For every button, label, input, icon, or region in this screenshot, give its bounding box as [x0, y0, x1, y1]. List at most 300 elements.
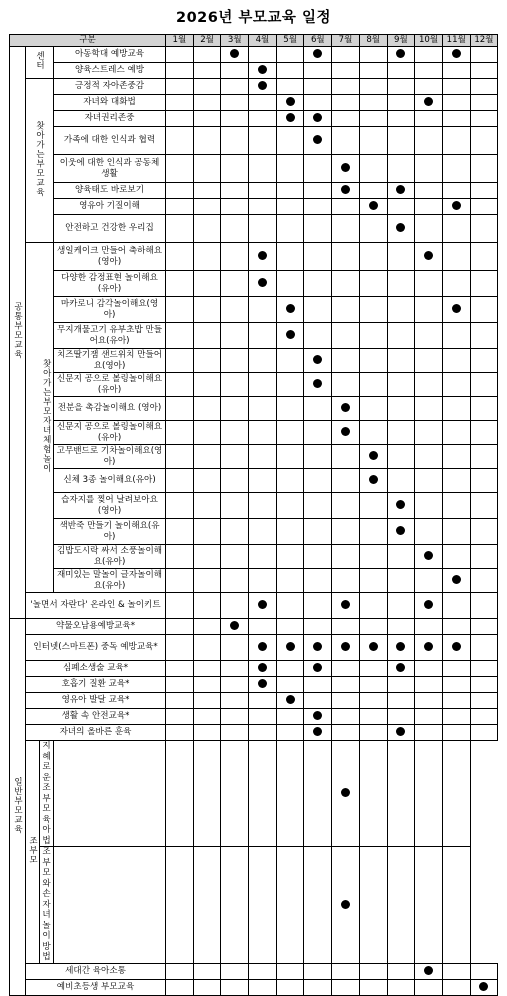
month-cell [415, 323, 443, 349]
month-cell [332, 155, 360, 183]
month-cell [193, 545, 221, 569]
scheduled-dot-icon [258, 663, 267, 672]
month-cell [359, 111, 387, 127]
month-cell [304, 63, 332, 79]
table-row [10, 183, 498, 199]
month-cell [415, 741, 443, 847]
month-cell [442, 741, 470, 847]
month-cell [415, 349, 443, 373]
table-row [10, 979, 498, 995]
program-name: 신체 3종 놀이해요(유아) [54, 469, 166, 493]
scheduled-dot-icon [313, 355, 322, 364]
month-cell [415, 297, 443, 323]
month-cell [442, 199, 470, 215]
month-cell [470, 677, 498, 693]
month-cell [221, 79, 249, 95]
month-cell [193, 593, 221, 619]
month-cell [442, 349, 470, 373]
month-cell [442, 709, 470, 725]
table-row [10, 445, 498, 469]
month-cell [470, 155, 498, 183]
program-name: 호흡기 질환 교육* [26, 677, 166, 693]
month-cell [221, 593, 249, 619]
month-cell [221, 519, 249, 545]
table-row [10, 271, 498, 297]
month-cell [359, 569, 387, 593]
month-cell [193, 183, 221, 199]
month-cell [166, 677, 194, 693]
table-row [10, 847, 498, 964]
month-cell [442, 95, 470, 111]
month-cell [387, 63, 415, 79]
month-cell [387, 677, 415, 693]
month-cell [387, 569, 415, 593]
table-row [10, 199, 498, 215]
month-cell [276, 373, 304, 397]
scheduled-dot-icon [258, 81, 267, 90]
month-cell [387, 95, 415, 111]
month-cell [359, 493, 387, 519]
month-cell [442, 847, 470, 964]
month-cell [166, 493, 194, 519]
month-cell [359, 63, 387, 79]
month-cell [415, 271, 443, 297]
month-cell [415, 677, 443, 693]
month-cell [221, 569, 249, 593]
month-cell [193, 243, 221, 271]
month-cell [221, 397, 249, 421]
month-cell [249, 693, 277, 709]
month-cell [332, 63, 360, 79]
month-cell [166, 243, 194, 271]
program-name: 양육스트레스 예방 [54, 63, 166, 79]
month-cell [332, 545, 360, 569]
month-cell [359, 979, 387, 995]
month-header: 7월 [332, 35, 360, 47]
subgroup-visit-parent [26, 79, 54, 243]
month-cell [470, 545, 498, 569]
month-cell [276, 847, 304, 964]
month-cell [193, 155, 221, 183]
month-cell [359, 741, 387, 847]
month-cell [387, 519, 415, 545]
month-cell [387, 979, 415, 995]
month-cell [249, 619, 277, 635]
program-name: '놀면서 자란다' 온라인 & 놀이키트 [26, 593, 166, 619]
month-cell [249, 215, 277, 243]
scheduled-dot-icon [452, 201, 461, 210]
month-cell [415, 215, 443, 243]
month-cell [332, 323, 360, 349]
subgroup-visit-play [40, 243, 54, 593]
month-cell [359, 519, 387, 545]
month-cell [304, 421, 332, 445]
month-cell [387, 741, 415, 847]
month-header: 5월 [276, 35, 304, 47]
scheduled-dot-icon [258, 679, 267, 688]
month-cell [304, 297, 332, 323]
month-cell [387, 421, 415, 445]
month-cell [249, 445, 277, 469]
month-cell [359, 243, 387, 271]
month-cell [276, 271, 304, 297]
month-header: 12월 [470, 35, 498, 47]
month-cell [359, 95, 387, 111]
month-cell [166, 183, 194, 199]
month-cell [415, 469, 443, 493]
month-cell [304, 519, 332, 545]
month-cell [359, 421, 387, 445]
table-row [10, 243, 498, 271]
month-cell [304, 47, 332, 63]
program-name: 무지개물고기 유부초밥 만들어요(유아) [54, 323, 166, 349]
scheduled-dot-icon [258, 642, 267, 651]
month-cell [304, 215, 332, 243]
month-cell [221, 271, 249, 297]
month-cell [276, 545, 304, 569]
month-cell [470, 349, 498, 373]
month-cell [166, 373, 194, 397]
month-cell [276, 297, 304, 323]
month-cell [276, 199, 304, 215]
month-cell [359, 397, 387, 421]
month-cell [193, 47, 221, 63]
month-cell [304, 271, 332, 297]
month-cell [276, 619, 304, 635]
month-cell [304, 741, 332, 847]
program-name: 영유아 발달 교육* [26, 693, 166, 709]
month-cell [221, 47, 249, 63]
month-cell [304, 397, 332, 421]
table-row [10, 661, 498, 677]
month-cell [193, 677, 221, 693]
month-cell [470, 445, 498, 469]
month-cell [276, 127, 304, 155]
month-cell [276, 469, 304, 493]
program-name: 김밥도시락 싸서 소풍놀이해요(유아) [54, 545, 166, 569]
month-cell [470, 243, 498, 271]
month-cell [442, 79, 470, 95]
month-cell [387, 155, 415, 183]
month-cell [249, 469, 277, 493]
month-cell [359, 693, 387, 709]
month-cell [249, 271, 277, 297]
program-name: 약물오남용예방교육* [26, 619, 166, 635]
month-cell [193, 569, 221, 593]
month-cell [359, 47, 387, 63]
month-cell [332, 243, 360, 271]
month-cell [415, 635, 443, 661]
subgroup-grandparent [26, 741, 40, 964]
program-name: 예비초등생 부모교육 [26, 979, 166, 995]
month-cell [276, 349, 304, 373]
month-cell [470, 373, 498, 397]
month-cell [304, 593, 332, 619]
program-name: 전분을 촉감놀이해요 (영아) [54, 397, 166, 421]
schedule-table [9, 34, 498, 996]
month-cell [442, 963, 470, 979]
month-cell [276, 741, 304, 847]
month-cell [221, 421, 249, 445]
scheduled-dot-icon [313, 135, 322, 144]
month-cell [166, 297, 194, 323]
month-cell [359, 847, 387, 964]
month-cell [221, 445, 249, 469]
group-common [10, 47, 26, 619]
month-cell [415, 963, 443, 979]
subgroup-center-label: 센터 [34, 51, 45, 71]
month-cell [359, 199, 387, 215]
month-cell [166, 271, 194, 297]
category-header: 구분 [10, 35, 166, 47]
month-cell [54, 847, 166, 964]
month-cell [166, 95, 194, 111]
month-cell [221, 493, 249, 519]
program-name: 습자지를 찢어 날려보아요(영아) [54, 493, 166, 519]
month-header: 8월 [359, 35, 387, 47]
scheduled-dot-icon [341, 185, 350, 194]
scheduled-dot-icon [369, 201, 378, 210]
month-cell [276, 397, 304, 421]
month-cell [193, 979, 221, 995]
month-cell [193, 741, 221, 847]
table-row [10, 635, 498, 661]
month-cell [276, 445, 304, 469]
month-cell [470, 127, 498, 155]
month-cell [249, 847, 277, 964]
scheduled-dot-icon [369, 475, 378, 484]
month-cell [276, 155, 304, 183]
month-cell [387, 79, 415, 95]
month-cell [332, 593, 360, 619]
scheduled-dot-icon [341, 788, 350, 797]
month-cell [304, 661, 332, 677]
scheduled-dot-icon [396, 185, 405, 194]
month-cell [249, 963, 277, 979]
month-cell [304, 95, 332, 111]
table-row [10, 677, 498, 693]
month-cell [415, 619, 443, 635]
month-cell [332, 95, 360, 111]
month-cell [415, 445, 443, 469]
month-cell [193, 349, 221, 373]
subgroup-center [26, 47, 54, 79]
month-cell [193, 493, 221, 519]
month-cell [193, 693, 221, 709]
month-cell [166, 619, 194, 635]
month-cell [387, 199, 415, 215]
program-name: 영유아 기질이해 [54, 199, 166, 215]
month-header: 10월 [415, 35, 443, 47]
month-cell [221, 693, 249, 709]
group-general [10, 619, 26, 996]
month-cell [249, 569, 277, 593]
month-cell [387, 593, 415, 619]
month-header: 1월 [166, 35, 194, 47]
program-name: 신문지 공으로 볼링놀이해요(유아) [54, 373, 166, 397]
month-cell [332, 271, 360, 297]
month-cell [415, 421, 443, 445]
month-cell [166, 445, 194, 469]
month-cell [442, 493, 470, 519]
month-cell [332, 635, 360, 661]
month-cell [415, 979, 443, 995]
month-cell [442, 215, 470, 243]
month-cell [221, 677, 249, 693]
month-cell [166, 519, 194, 545]
month-cell [221, 979, 249, 995]
month-cell [249, 373, 277, 397]
month-cell [166, 635, 194, 661]
month-cell [442, 297, 470, 323]
month-cell [387, 397, 415, 421]
month-cell [415, 593, 443, 619]
month-cell [249, 397, 277, 421]
month-cell [166, 155, 194, 183]
month-cell [387, 725, 415, 741]
scheduled-dot-icon [286, 304, 295, 313]
table-row [10, 493, 498, 519]
month-cell [166, 569, 194, 593]
month-cell [442, 397, 470, 421]
subgroup-grandparent-label: 조부모 [27, 835, 38, 865]
month-cell [387, 445, 415, 469]
table-row [10, 111, 498, 127]
month-cell [304, 323, 332, 349]
program-name: 색반죽 만들기 놀이해요(유아) [54, 519, 166, 545]
month-cell [276, 421, 304, 445]
month-cell [304, 847, 332, 964]
month-cell [442, 155, 470, 183]
table-row [10, 963, 498, 979]
month-cell [193, 323, 221, 349]
month-cell [442, 593, 470, 619]
scheduled-dot-icon [313, 727, 322, 736]
scheduled-dot-icon [396, 526, 405, 535]
program-name: 지혜로운 조부모 육아법 [40, 741, 54, 847]
month-cell [442, 519, 470, 545]
month-cell [442, 111, 470, 127]
month-cell [415, 63, 443, 79]
month-cell [193, 847, 221, 964]
month-cell [332, 183, 360, 199]
month-cell [304, 569, 332, 593]
month-cell [276, 111, 304, 127]
month-cell [166, 349, 194, 373]
month-cell [470, 593, 498, 619]
month-cell [166, 397, 194, 421]
month-cell [442, 243, 470, 271]
month-cell [332, 963, 360, 979]
month-cell [415, 95, 443, 111]
month-cell [442, 63, 470, 79]
month-cell [221, 469, 249, 493]
month-cell [166, 725, 194, 741]
month-cell [304, 373, 332, 397]
scheduled-dot-icon [369, 642, 378, 651]
month-header: 4월 [249, 35, 277, 47]
month-cell [332, 79, 360, 95]
month-cell [166, 963, 194, 979]
month-cell [166, 79, 194, 95]
month-cell [276, 593, 304, 619]
group-common-label: 공통부모교육 [12, 302, 23, 360]
month-cell [249, 545, 277, 569]
month-cell [332, 693, 360, 709]
month-cell [332, 519, 360, 545]
program-name: 재미있는 말놀이 글자놀이해요(유아) [54, 569, 166, 593]
scheduled-dot-icon [258, 251, 267, 260]
month-cell [166, 661, 194, 677]
month-cell [193, 397, 221, 421]
table-row [10, 323, 498, 349]
month-header: 2월 [193, 35, 221, 47]
month-cell [249, 243, 277, 271]
month-cell [332, 445, 360, 469]
month-cell [332, 619, 360, 635]
month-cell [166, 215, 194, 243]
month-cell [193, 297, 221, 323]
month-cell [359, 545, 387, 569]
month-cell [442, 445, 470, 469]
month-cell [387, 709, 415, 725]
month-cell [193, 619, 221, 635]
month-cell [249, 493, 277, 519]
month-cell [249, 979, 277, 995]
month-cell [387, 635, 415, 661]
month-cell [276, 709, 304, 725]
scheduled-dot-icon [341, 642, 350, 651]
month-cell [332, 373, 360, 397]
month-cell [221, 635, 249, 661]
month-cell [221, 619, 249, 635]
month-cell [193, 445, 221, 469]
program-name: 안전하고 건강한 우리집 [54, 215, 166, 243]
month-cell [470, 619, 498, 635]
month-cell [249, 725, 277, 741]
scheduled-dot-icon [452, 49, 461, 58]
month-cell [304, 963, 332, 979]
month-cell [387, 271, 415, 297]
month-cell [193, 199, 221, 215]
program-name: 인터넷(스마트폰) 중독 예방교육* [26, 635, 166, 661]
scheduled-dot-icon [313, 49, 322, 58]
month-cell [276, 661, 304, 677]
month-cell [166, 63, 194, 79]
scheduled-dot-icon [258, 278, 267, 287]
program-name: 자녀권리존중 [54, 111, 166, 127]
month-cell [304, 243, 332, 271]
table-row [10, 693, 498, 709]
month-cell [332, 469, 360, 493]
table-row [10, 741, 498, 847]
month-cell [332, 111, 360, 127]
month-cell [442, 979, 470, 995]
month-cell [221, 349, 249, 373]
month-cell [221, 963, 249, 979]
month-cell [166, 421, 194, 445]
month-cell [470, 693, 498, 709]
month-cell [304, 79, 332, 95]
scheduled-dot-icon [424, 551, 433, 560]
month-cell [387, 323, 415, 349]
scheduled-dot-icon [230, 49, 239, 58]
month-cell [470, 421, 498, 445]
scheduled-dot-icon [396, 663, 405, 672]
month-cell [304, 155, 332, 183]
month-cell [387, 47, 415, 63]
month-cell [221, 725, 249, 741]
